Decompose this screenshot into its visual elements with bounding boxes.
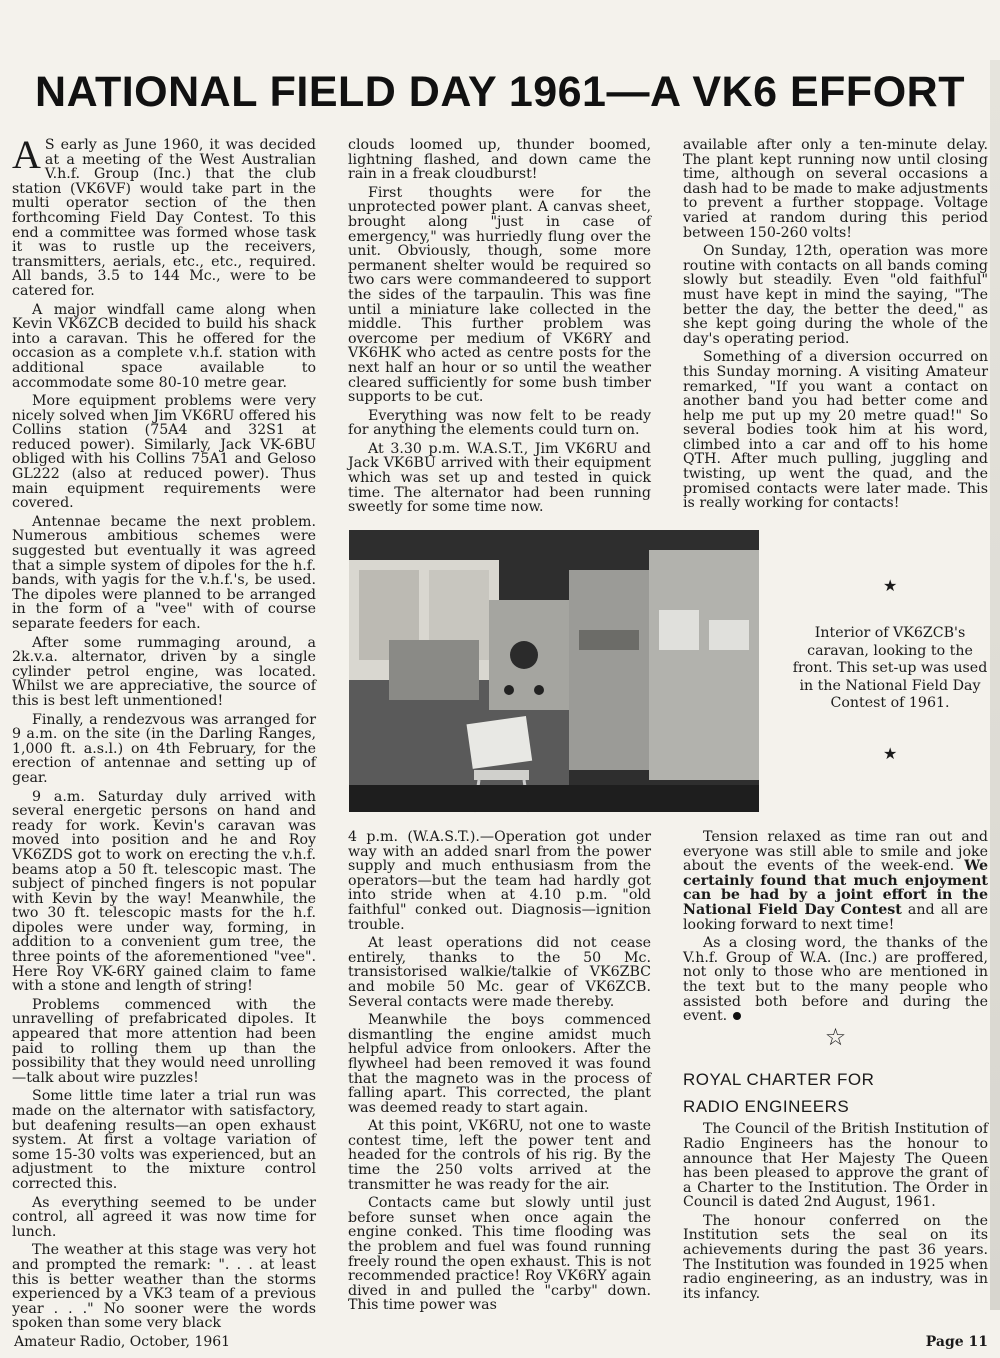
end-mark-icon [733,1012,741,1020]
paragraph: Problems commenced with the unravelling of prefabricated dipoles. It appeared that more attention had been paid to rolling them up than the possibility that they would need unrolling —talk about wire puzzles! [12,996,316,1086]
paragraph: Antennae became the next problem. Numerous ambitious schemes were suggested but eventually it was agreed that a simple system of dipoles for the h.f. bands, with yagis for the v.h.f.'s, be used. The dipoles were planned to be arranged in the form of a "vee" with of course separate feeders for each. [12,513,316,632]
paragraph: The honour conferred on the Institution sets the seal on its achievements during the past 36 years. The Institution was founded in 1925 when radio engineering, as an industry, was in its infancy. [683,1212,988,1302]
paragraph-text: Tension relaxed as time ran out and everyone was still able to smile and joke about the events of the week-end. [683,829,988,875]
paragraph: Something of a diversion occurred on this Sunday morning. A visiting Amateur remarked, "If you want a contact on another band you had better come and help me put up my 20 metre quad!" So several bodies took him at his word, climbed into a car and off to his home QTH. After much pulling, juggling and twisting, up went the quad, and the promised contacts were later made. This is really working for contacts! [683,349,988,512]
footer-page-number: Page 11 [925,1334,988,1350]
photo-illustration [349,530,759,812]
photo-caption: Interior of VK6ZCB's caravan, looking to the front. This set-up was used in the National Field Day Contest of 1961. [792,625,988,712]
paragraph: clouds loomed up, thunder boomed, lightning flashed, and down came the rain in a freak cloudburst! [348,137,651,183]
section-heading [683,1066,988,1120]
paragraph [683,830,988,932]
adjacent-page-edge [990,60,1000,1310]
paragraph [12,132,316,299]
paragraph: Finally, a rendezvous was arranged for 9 a.m. on the site (in the Darling Ranges, 1,000 ft. a.s.l.) on 4th February, for the erection of antennae and setting up of gear. [12,711,316,786]
paragraph: On Sunday, 12th, operation was more routine with contacts on all bands coming slowly but steadily. Even "old faithful" must have kept in mind the saying, "The better the day, the better the deed," as she kept going during the whole of the day's operating period. [683,243,988,347]
paragraph: At this point, VK6RU, not one to waste contest time, left the power tent and headed for the controls of his rig. By the time the 250 volts arrived at the transmitter he was ready for the air. [348,1118,651,1193]
paragraph: Meanwhile the boys commenced dismantling the engine amidst much helpful advice from onlookers. After the flywheel had been removed it was found that the magneto was in the process of falling apart. This corrected, the plant was deemed ready to start again. [348,1012,651,1116]
paragraph: The weather at this stage was very hot and prompted the remark: ". . . at least this is better weather than the storms experienced by a VK3 team of a previous year . . ." No sooner were the words spoken than some very black [12,1242,316,1332]
paragraph: available after only a ten-minute delay. The plant kept running now until closing time, although on several occasions a dash had to be made to make adjustments to prevent a further stoppage. Voltage varied at random during this period between 150-260 volts! [683,137,988,241]
paragraph: At least operations did not cease entirely, thanks to the 50 Mc. transistorised walkie/talkie of VK6ZBC and mobile 50 Mc. gear of VK6ZCB. Several contacts were made thereby. [348,935,651,1010]
paragraph: After some rummaging around, a 2k.v.a. alternator, driven by a single cylinder petrol engine, was located. Whilst we are appreciative, the source of this is best left unmentioned! [12,634,316,709]
star-outline-icon: ☆ [824,1022,847,1051]
article-title: NATIONAL FIELD DAY 1961—A VK6 EFFORT [35,68,965,116]
paragraph: 9 a.m. Saturday duly arrived with several energetic persons on hand and ready for work. Kevin's caravan was moved into position and he and Roy VK6ZDS got to work on erecting the v.h.f. beams atop a 50 ft. telescopic mast. The subject of pinched fingers is not popular with Kevin by the way! Meanwhile, the two 30 ft. telescopic masts for the h.f. dipoles were under way, forming, in addition to a convenient gum tree, the three points of the aforementioned "vee". Here Roy VK-6RY gained claim to fame with a stone and length of string! [12,788,316,995]
paragraph-text: S early as June 1960, it was decided at a meeting of the West Australian V.h.f. Group (Inc.) that the club station (VK6VF) would take part in the multi operator section of the then forthcoming Field Day Contest. To this end a committee was formed whose task it was to rustle up the receivers, transmitters, aerials, etc., etc., required. All bands, 3.5 to 144 Mc., were to be catered for. [12,137,316,299]
paragraph: The Council of the British Institution of Radio Engineers has the honour to announce that Her Majesty The Queen has been pleased to approve the grant of a Charter to the Institution. The Order in Council is dated 2nd August, 1961. [683,1121,988,1211]
footer-publication: Amateur Radio, October, 1961 [14,1334,231,1350]
column-5 [683,830,988,1320]
paragraph [683,936,988,1024]
paragraph: At 3.30 p.m. W.A.S.T., Jim VK6RU and Jack VK6BU arrived with their equipment which was set up and tested in quick time. The alternator had been running sweetly for some time now. [348,440,651,516]
paragraph: Some little time later a trial run was made on the alternator with satisfactory, but deafening results—an open exhaust system. At first a voltage variation of some 15-30 volts was experienced, but an adjustment to the mixture control corrected this. [12,1088,316,1192]
paragraph: First thoughts were for the unprotected power plant. A canvas sheet, brought along "just in case of emergency," was hurriedly flung over the unit. Obviously, though, some more permanent shelter would be required so two cars were commandeered to support the sides of the tarpaulin. This was fine until a miniature lake collected in the middle. This further problem was overcome per medium of VK6RY and VK6HK who acted as centre posts for the next half an hour or so until the weather cleared sufficiently for some bush timber supports to be cut. [348,184,651,406]
paragraph-text: As a closing word, the thanks of the V.h.f. Group of W.A. (Inc.) are proffered, not only to those who are mentioned in the text but to the many people who assisted both before and during the event. [683,935,988,1025]
paragraph: As everything seemed to be under control, all agreed it was now time for lunch. [12,1194,316,1240]
section-heading-line: ROYAL CHARTER FOR [683,1070,875,1090]
paragraph: 4 p.m. (W.A.S.T.).—Operation got under way with an added snarl from the power supply and much enthusiasm from the operators—but the team had hardly got into stride when at 4.10 p.m. "old faithful" conked out. Diagnosis—ignition trouble. [348,829,651,933]
caravan-interior-photo [349,530,759,812]
paragraph: More equipment problems were very nicely solved when Jim VK6RU offered his Collins station (75A4 and 32S1 at reduced power). Similarly, Jack VK-6BU obliged with his Collins 75A1 and Geloso GL222 (also at reduced power). Thus main equipment requirements were covered. [12,393,316,512]
column-2 [348,138,651,514]
paragraph: A major windfall came along when Kevin VK6ZCB decided to build his shack into a caravan. This he offered for the occasion as a complete v.h.f. station with additional space available to accommodate some 80-10 metre gear. [12,301,316,391]
column-4 [348,830,651,1320]
drop-cap: A [12,132,41,177]
star-icon: ★ [883,744,898,763]
column-1 [12,132,316,1332]
paragraph: Everything was now felt to be ready for anything the elements could turn on. [348,407,651,439]
paragraph: Contacts came but slowly until just before sunset when once again the engine conked. This time flooding was the problem and fuel was found running freely round the open exhaust. This is not recommended practice! Roy VK6RY again dived in and pulled the "carby" down. This time power was [348,1195,651,1314]
star-icon: ★ [883,576,898,595]
paragraph-text: and all are looking forward to next time! [683,901,988,933]
section-heading-line: RADIO ENGINEERS [683,1097,850,1117]
emphasis-text: We certainly found that much enjoyment can be had by a joint effort in the National Field Day Contest [683,858,988,918]
column-3 [683,138,988,514]
